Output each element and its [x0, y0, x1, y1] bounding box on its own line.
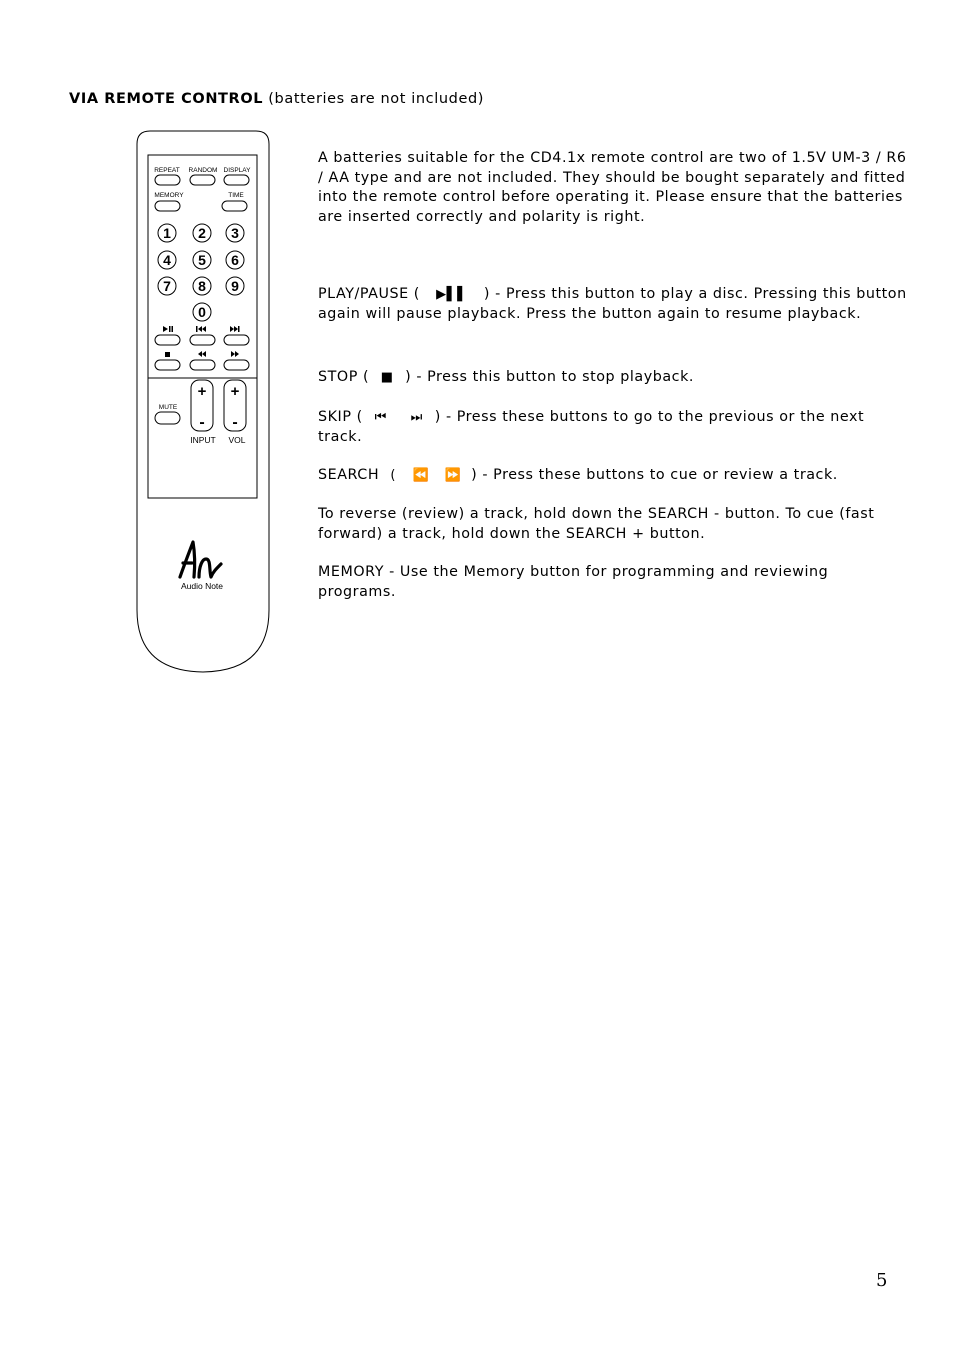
- remote-stop-button: [155, 360, 180, 370]
- skip-label: SKIP (: [318, 409, 363, 425]
- rewind-icon: ⏪: [412, 468, 430, 483]
- stop-icon: ■: [380, 370, 394, 385]
- search-label: SEARCH: [318, 467, 380, 483]
- remote-vol-minus: -: [232, 414, 238, 431]
- remote-vol-plus: +: [230, 383, 240, 400]
- section-heading-bold: VIA REMOTE CONTROL: [69, 91, 264, 107]
- audio-note-logo: [180, 542, 223, 591]
- section-heading-note: (batteries are not included): [263, 91, 485, 107]
- stop-paragraph: [318, 368, 908, 388]
- play-pause-description: ) - Press this button to play a disc. Pressing this button again will pause playback. Press the button again to resume playback.: [318, 286, 907, 322]
- reverse-cue-paragraph: To reverse (review) a track, hold down the SEARCH - button. To cue (fast forward) a track, hold down the SEARCH + button.: [318, 506, 875, 542]
- search-paragraph: [318, 466, 908, 486]
- remote-time-button: [222, 201, 247, 211]
- remote-input-label: INPUT: [190, 435, 216, 445]
- remote-time-label: TIME: [228, 192, 244, 199]
- remote-memory-button: [155, 201, 180, 211]
- remote-digit-8: 8: [198, 278, 206, 294]
- skip-next-icon: ⏭: [410, 410, 423, 425]
- remote-digit-5: 5: [198, 252, 206, 268]
- memory-label: MEMORY: [318, 564, 385, 580]
- remote-control-illustration: [136, 130, 270, 673]
- remote-rewind-button: [190, 360, 215, 370]
- stop-icon: [165, 352, 170, 357]
- remote-skip-prev-button: [190, 335, 215, 345]
- remote-digit-7: 7: [163, 278, 171, 294]
- remote-fast-forward-button: [224, 360, 249, 370]
- remote-play-pause-button: [155, 335, 180, 345]
- stop-description: ) - Press this button to stop playback.: [405, 369, 694, 385]
- play-pause-icon: ▶▌▌: [436, 287, 468, 302]
- skip-paragraph: [318, 408, 908, 447]
- remote-display-button: [224, 175, 249, 185]
- remote-input-plus: +: [197, 383, 207, 400]
- batteries-paragraph: A batteries suitable for the CD4.1x remote control are two of 1.5V UM-3 / R6 / AA type and are not included. They should be bought separately and fitted into the remote control before operating it. Please ensure that the batteries are inserted correctly and polarity is right.: [318, 150, 907, 225]
- rewind-icon: [198, 351, 206, 357]
- remote-input-minus: -: [199, 414, 205, 431]
- remote-digit-1: 1: [163, 225, 171, 241]
- remote-digit-9: 9: [231, 278, 239, 294]
- remote-digit-6: 6: [231, 252, 239, 268]
- skip-next-icon: [230, 326, 240, 332]
- search-description: ) - Press these buttons to cue or review a track.: [471, 467, 838, 483]
- audio-note-wordmark: Audio Note: [180, 581, 224, 591]
- skip-description: ) - Press these buttons to go to the previous or the next track.: [318, 409, 865, 445]
- remote-display-label: DISPLAY: [223, 167, 251, 174]
- remote-vol-label: VOL: [228, 435, 246, 445]
- skip-previous-icon: [196, 326, 206, 332]
- remote-random-label: RANDOM: [188, 167, 218, 174]
- remote-repeat-label: REPEAT: [154, 167, 180, 174]
- memory-paragraph: [318, 563, 908, 602]
- remote-digit-4: 4: [163, 252, 171, 268]
- play-pause-paragraph: [318, 285, 908, 324]
- remote-digit-buttons: [158, 224, 244, 321]
- stop-label: STOP (: [318, 369, 370, 385]
- play-pause-label: PLAY/PAUSE (: [318, 286, 420, 302]
- fast-forward-icon: ⏩: [444, 468, 462, 483]
- memory-description: - Use the Memory button for programming and reviewing programs.: [318, 564, 829, 600]
- section-heading: [69, 91, 484, 107]
- fast-forward-icon: [231, 351, 239, 357]
- page-number: 5: [876, 1270, 888, 1291]
- remote-mute-label: MUTE: [158, 404, 178, 411]
- remote-digit-2: 2: [198, 225, 206, 241]
- remote-transport-icons: [163, 326, 240, 357]
- remote-repeat-button: [155, 175, 180, 185]
- skip-previous-icon: ⏮: [374, 410, 387, 425]
- remote-mute-button: [155, 412, 180, 424]
- remote-digit-3: 3: [231, 225, 239, 241]
- remote-memory-label: MEMORY: [154, 192, 184, 199]
- play-pause-icon: [163, 326, 173, 332]
- remote-skip-next-button: [224, 335, 249, 345]
- remote-random-button: [190, 175, 215, 185]
- remote-digit-0: 0: [198, 304, 206, 320]
- search-open-paren: (: [390, 468, 396, 483]
